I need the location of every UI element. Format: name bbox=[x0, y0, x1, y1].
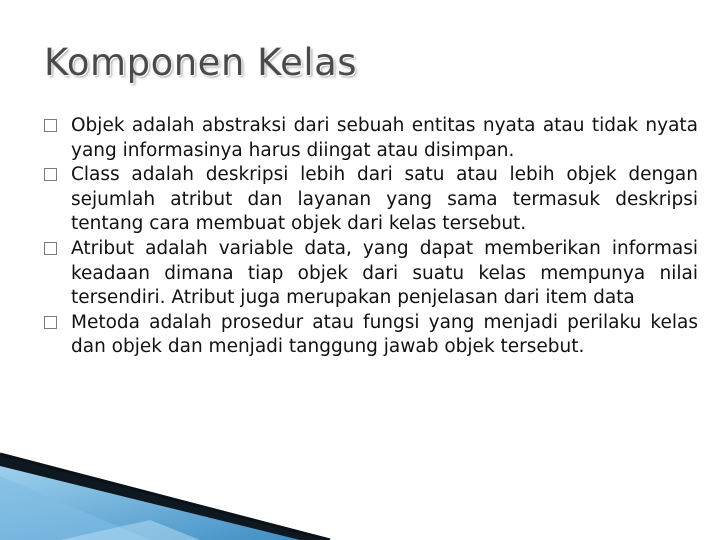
bullet-item-atribut bbox=[44, 237, 698, 311]
slide-title: Komponen Kelas bbox=[44, 41, 358, 84]
bullet-item-class bbox=[44, 163, 698, 237]
bullet-item-objek bbox=[44, 114, 698, 163]
bullet-item-metoda bbox=[44, 311, 698, 360]
square-bullet-icon bbox=[44, 316, 57, 329]
bullet-text: Class adalah deskripsi lebih dari satu atau lebih objek dengan sejumlah atribut dan layanan yang sama termasuk deskripsi tentang cara membuat objek dari kelas tersebut. bbox=[71, 164, 698, 235]
square-bullet-icon bbox=[44, 242, 57, 255]
square-bullet-icon bbox=[44, 119, 57, 132]
bullet-text: Objek adalah abstraksi dari sebuah entitas nyata atau tidak nyata yang informasinya harus diingat atau disimpan. bbox=[71, 115, 698, 161]
corner-decoration bbox=[0, 440, 360, 540]
bullet-text: Atribut adalah variable data, yang dapat memberikan informasi keadaan dimana tiap objek dari suatu kelas mempunya nilai tersendiri. Atribut juga merupakan penjelasan dari item data bbox=[71, 237, 698, 309]
square-bullet-icon bbox=[44, 168, 57, 181]
bullet-text: Metoda adalah prosedur atau fungsi yang menjadi perilaku kelas dan objek dan menjadi tanggung jawab objek tersebut. bbox=[71, 311, 698, 358]
bullet-list bbox=[44, 114, 698, 360]
